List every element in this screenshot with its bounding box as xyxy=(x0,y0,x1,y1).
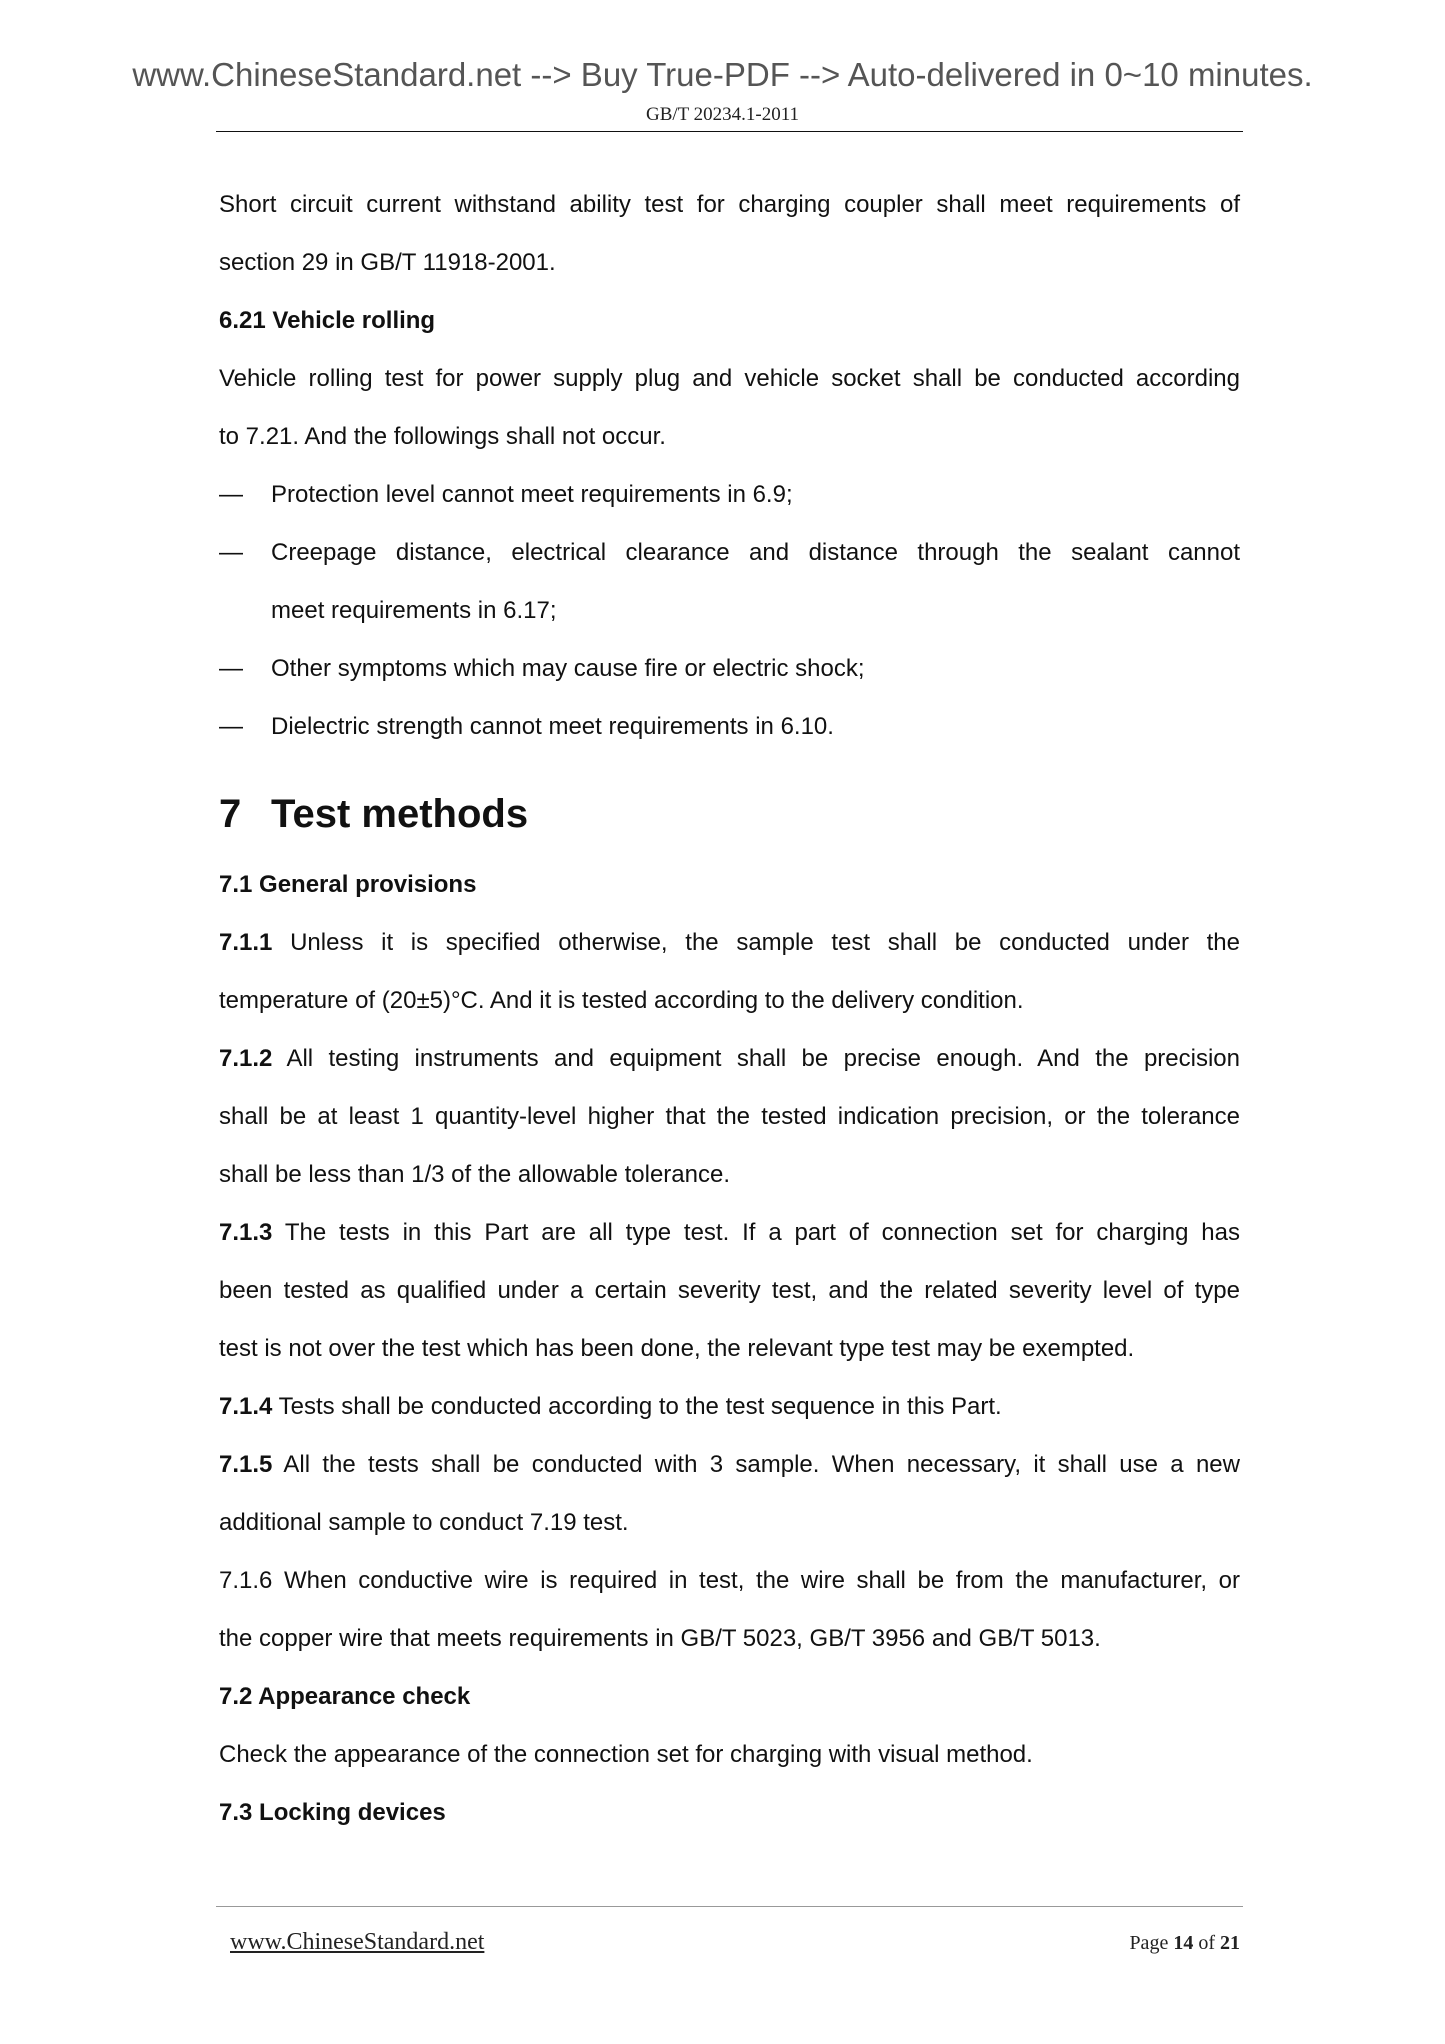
clause-7-1-2-line1: 7.1.2 All testing instruments and equipment shall be precise enough. And the precision xyxy=(219,1045,1241,1072)
list-item xyxy=(219,524,1240,582)
clause-7-2-heading: 7.2 Appearance check xyxy=(219,1683,471,1710)
list-item-text: meet requirements in 6.17; xyxy=(271,597,557,624)
vehicle-rolling-text-line1: Vehicle rolling test for power supply plug and vehicle socket shall be conducted according xyxy=(219,365,1240,392)
clause-number: 7.1.1 xyxy=(219,929,273,956)
clause-7-1-4-line1: 7.1.4 Tests shall be conducted according to the test sequence in this Part. xyxy=(219,1393,1002,1420)
list-item-text: Dielectric strength cannot meet requirements in 6.10. xyxy=(271,713,834,740)
clause-7-1-heading: 7.1 General provisions xyxy=(219,871,477,898)
vehicle-rolling-text-line2: to 7.21. And the followings shall not occur. xyxy=(219,423,666,450)
short-circuit-text-line2: section 29 in GB/T 11918-2001. xyxy=(219,249,556,276)
clause-7-1-3-line2: been tested as qualified under a certain severity test, and the related severity level of type xyxy=(219,1277,1240,1304)
clause-7-1-3-line1: 7.1.3 The tests in this Part are all type test. If a part of connection set for charging has xyxy=(219,1219,1240,1246)
clause-7-1-5-line1: 7.1.5 All the tests shall be conducted with 3 sample. When necessary, it shall use a new xyxy=(219,1451,1240,1478)
footer-website-link[interactable]: www.ChineseStandard.net xyxy=(230,1929,485,1955)
list-item xyxy=(219,640,1240,698)
clause-7-1-6-line1: 7.1.6 When conductive wire is required in test, the wire shall be from the manufacturer, or xyxy=(219,1567,1240,1594)
page-indicator: Page 14 of 21 xyxy=(1129,1932,1240,1954)
short-circuit-text-line1: Short circuit current withstand ability test for charging coupler shall meet requirements of xyxy=(219,191,1240,218)
list-item xyxy=(219,698,1240,756)
clause-7-1-2-line3: shall be less than 1/3 of the allowable tolerance. xyxy=(219,1161,730,1188)
header-divider xyxy=(216,131,1243,132)
section-7-title xyxy=(219,786,1240,842)
standard-code: GB/T 20234.1-2011 xyxy=(645,104,800,125)
dash-marker: — xyxy=(219,481,243,508)
section-title-text: Test methods xyxy=(271,792,529,836)
page-content xyxy=(219,176,1240,1842)
clause-7-1-5-line2: additional sample to conduct 7.19 test. xyxy=(219,1509,629,1536)
clause-number: 7.1.4 xyxy=(219,1393,273,1420)
clause-7-1-3-line3: test is not over the test which has been done, the relevant type test may be exempted. xyxy=(219,1335,1135,1362)
section-number: 7 xyxy=(219,792,242,836)
clause-number: 7.1.2 xyxy=(219,1045,273,1072)
site-banner: www.ChineseStandard.net --> Buy True-PDF --> Auto-delivered in 0~10 minutes. xyxy=(132,56,1313,93)
total-page-number: 21 xyxy=(1220,1932,1240,1954)
appearance-check-text: Check the appearance of the connection set for charging with visual method. xyxy=(219,1741,1033,1768)
clause-7-1-6-line2: the copper wire that meets requirements in GB/T 5023, GB/T 3956 and GB/T 5013. xyxy=(219,1625,1101,1652)
dash-marker: — xyxy=(219,713,243,740)
dash-marker: — xyxy=(219,655,243,682)
footer-divider xyxy=(216,1906,1243,1907)
clause-7-3-heading: 7.3 Locking devices xyxy=(219,1799,446,1826)
clause-number: 7.1.3 xyxy=(219,1219,273,1246)
clause-number: 7.1.5 xyxy=(219,1451,273,1478)
dash-marker: — xyxy=(219,539,243,566)
current-page-number: 14 xyxy=(1173,1932,1194,1954)
list-item-continuation xyxy=(219,582,1240,640)
clause-7-1-1-line1: 7.1.1 Unless it is specified otherwise, the sample test shall be conducted under the xyxy=(219,929,1241,956)
list-item-text: Protection level cannot meet requirements in 6.9; xyxy=(271,481,793,508)
clause-7-1-1-line2: temperature of (20±5)°C. And it is tested according to the delivery condition. xyxy=(219,987,1024,1014)
list-item xyxy=(219,466,1240,524)
list-item-text: Other symptoms which may cause fire or electric shock; xyxy=(271,655,865,682)
clause-7-1-2-line2: shall be at least 1 quantity-level higher that the tested indication precision, or the tolerance xyxy=(219,1103,1240,1130)
list-item-text: Creepage distance, electrical clearance and distance through the sealant cannot xyxy=(271,539,1240,566)
clause-6-21-heading: 6.21 Vehicle rolling xyxy=(219,307,436,334)
